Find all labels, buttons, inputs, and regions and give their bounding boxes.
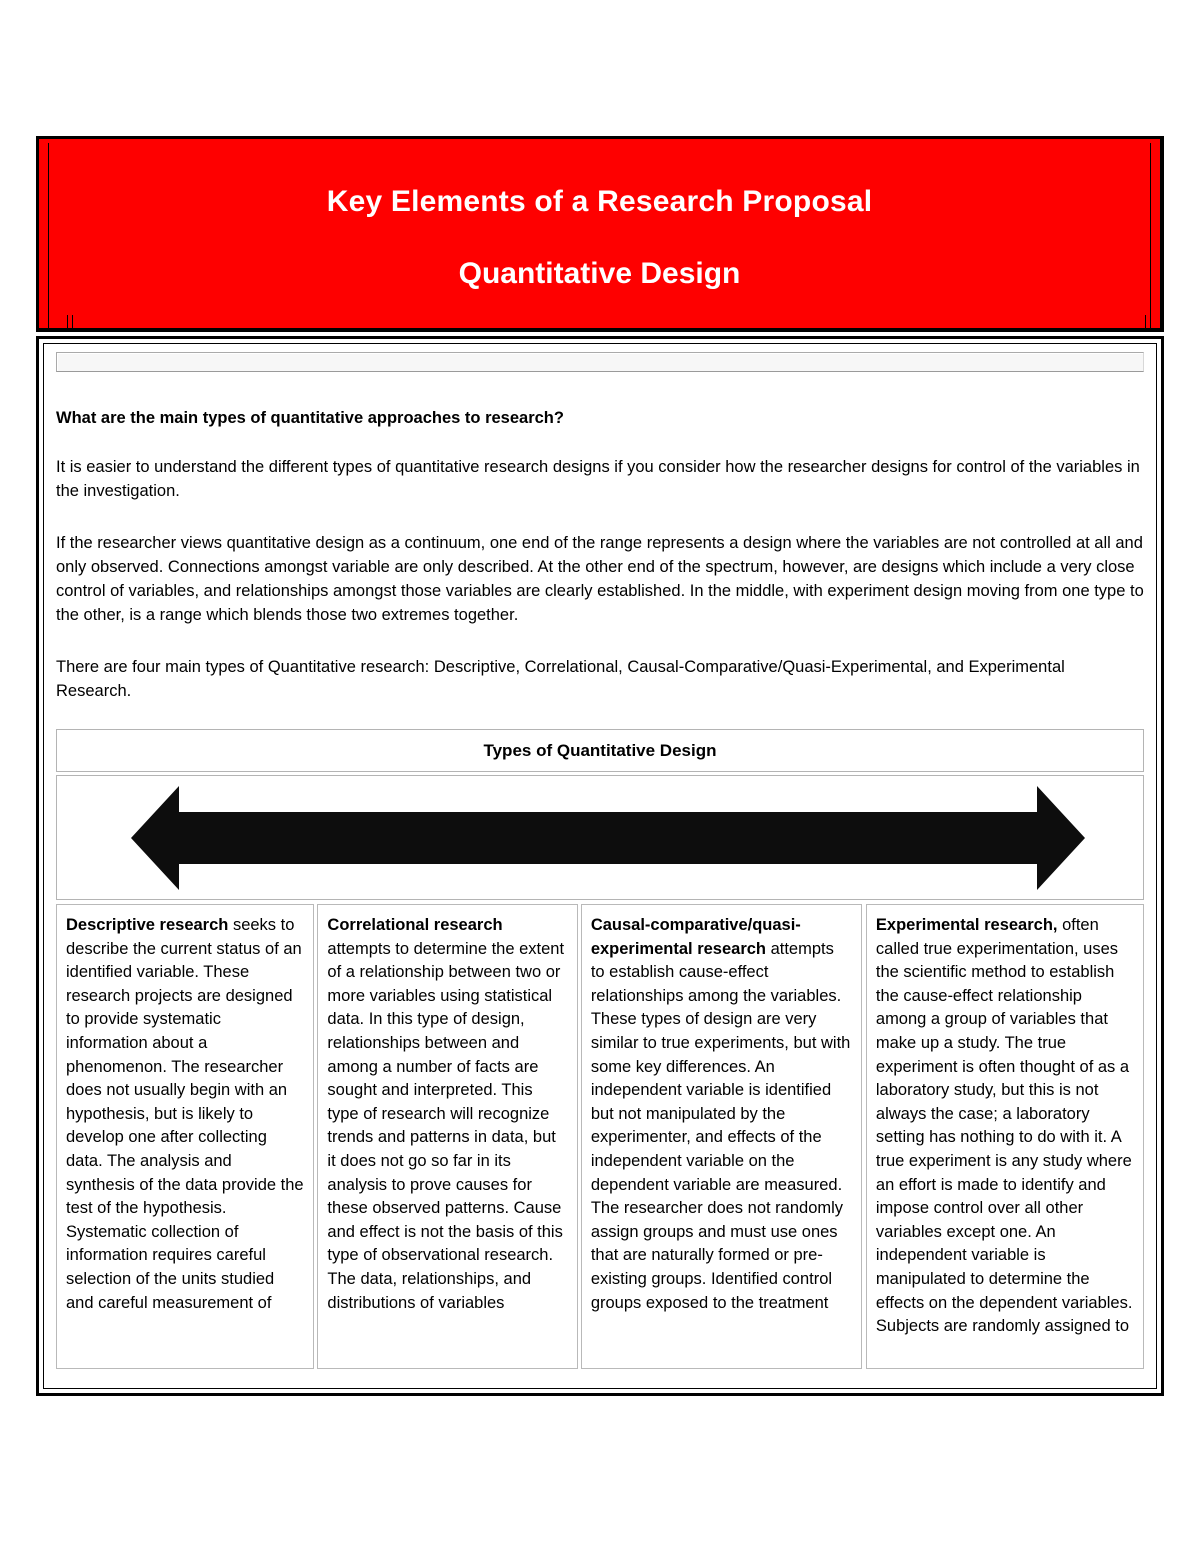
column-description: attempts to determine the extent of a relationship between two or more variables using statistical data. In this type of design, relationships between and among a number of facts are sought and interpreted. This type of research will recognize trends and patterns in data, but it does not go so far in its analysis to prove causes for these observed patterns. Cause and effect is not the basis of this type of observational research. The data, relationships, and distributions of variables xyxy=(327,939,565,1312)
paragraph-two: If the researcher views quantitative design as a continuum, one end of the range represents a design where the variables are not controlled at all and only observed. Connections amongst variable are only described. At the other end of the spectrum, however, are designs which include a very close control of variables, and relationships amongst those variables are clearly established. In the middle, with experiment design moving from one type to the other, is a range which blends those two extremes together. xyxy=(56,534,1144,624)
column-body xyxy=(591,914,852,1315)
table-column-correlational xyxy=(317,904,577,1369)
column-body xyxy=(876,914,1134,1339)
column-term: Causal-comparative/quasi-experimental research xyxy=(590,916,801,958)
document-frame xyxy=(36,136,1164,1396)
diagram-header-label: Types of Quantitative Design xyxy=(483,740,717,760)
double-headed-horizontal-arrow-icon xyxy=(131,784,1085,892)
paragraph-one: It is easier to understand the different types of quantitative research designs if you consider how the researcher designs for control of the variables in the investigation. xyxy=(56,458,1140,500)
column-description: seeks to describe the current status of an identified variable. These research projects are designed to provide systematic information about a phenomenon. The researcher does not usually begin with an hypothesis, but is likely to develop one after collecting data. The analysis and synthesis of the data provide the test of the hypothesis. Systematic collection of information requires careful selection of the units studied and careful measurement of xyxy=(66,916,304,1312)
column-term: Experimental research, xyxy=(875,916,1058,934)
content-panel-inner xyxy=(43,343,1157,1389)
page-title: Key Elements of a Research Proposal xyxy=(326,185,873,218)
paragraph-three: There are four main types of Quantitative research: Descriptive, Correlational, Causal-Comparative/Quasi-Experimental, and Experimental Research. xyxy=(56,658,1065,700)
column-body xyxy=(327,914,567,1315)
content-panel xyxy=(36,336,1164,1396)
banner-tick-mark-right xyxy=(1145,315,1146,331)
banner-tick-mark-two xyxy=(72,315,73,331)
column-term: Correlational research xyxy=(327,916,503,934)
banner-right-rule xyxy=(1150,143,1151,329)
diagram-arrow-container xyxy=(56,775,1144,900)
section-heading: What are the main types of quantitative approaches to research? xyxy=(56,409,564,427)
table-column-descriptive xyxy=(56,904,314,1369)
table-column-causal-comparative xyxy=(581,904,862,1369)
quantitative-design-types-table xyxy=(56,904,1144,1369)
column-description: often called true experimentation, uses the scientific method to establish the cause-effect relationship among a group of variables that make up a study. The true experiment is often thought of as a laboratory study, but this is not always the case; a laboratory setting has nothing to do with it. A true experiment is any study where an effort is made to identify and impose control over all other variables except one. An independent variable is manipulated to determine the effects on the dependent variables. Subjects are randomly assigned to xyxy=(875,916,1133,1336)
diagram-header xyxy=(56,729,1144,772)
banner-tick-mark-one xyxy=(67,315,68,331)
empty-toolbar-strip[interactable] xyxy=(56,352,1144,372)
table-column-experimental xyxy=(866,904,1144,1369)
column-term: Descriptive research xyxy=(66,916,229,934)
column-body xyxy=(66,914,304,1315)
title-banner xyxy=(36,136,1164,332)
banner-left-rule xyxy=(48,143,49,329)
column-description: attempts to establish cause-effect relationships among the variables. These types of design are very similar to true experiments, but with some key differences. An independent variable is identified but not manipulated by the experimenter, and effects of the independent variable on the dependent variable are measured. The researcher does not randomly assign groups and must use ones that are naturally formed or pre-existing groups. Identified control groups exposed to the treatment xyxy=(590,939,851,1312)
page-subtitle: Quantitative Design xyxy=(458,257,741,290)
